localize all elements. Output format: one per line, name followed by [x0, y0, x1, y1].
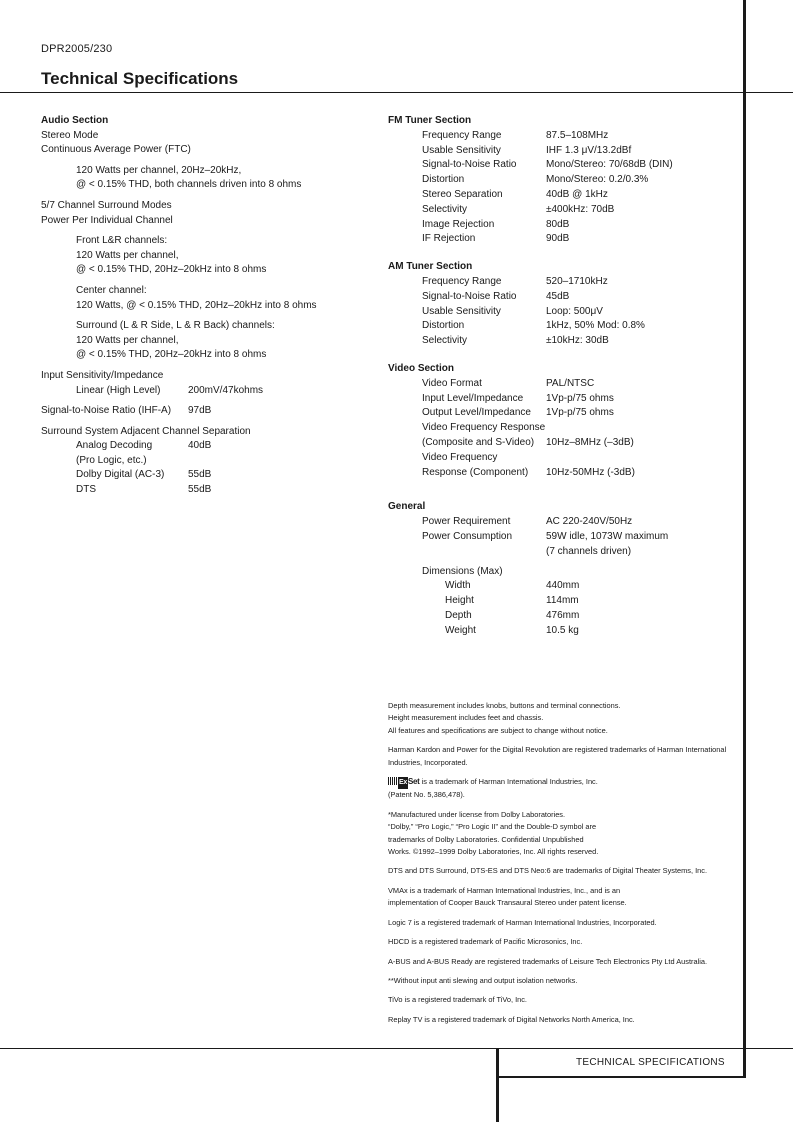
spec-row	[388, 609, 740, 624]
spec-label: Distortion	[422, 174, 465, 186]
spec-label: Surround System Adjacent Channel Separation	[41, 425, 251, 437]
spec-row	[388, 466, 740, 481]
section-heading: General	[388, 501, 426, 513]
spec-value: 87.5–108MHz	[546, 129, 609, 141]
footnote: Replay TV is a registered trademark of Digital Networks North America, Inc.	[388, 1014, 635, 1024]
spec-row	[388, 158, 740, 173]
spec-label: 5/7 Channel Surround Modes	[41, 199, 172, 211]
spec-row	[41, 384, 361, 399]
spec-label: Selectivity	[422, 203, 468, 215]
footnote: HDCD is a registered trademark of Pacific Microsonics, Inc.	[388, 937, 583, 947]
spec-label: Selectivity	[422, 335, 468, 347]
footnotes	[388, 700, 740, 1033]
footnote: VMAx is a trademark of Harman International Industries, Inc., and is an implementation of Cooper Bauck Transaural Stereo under patent license.	[388, 885, 627, 908]
spec-label: DTS	[76, 484, 96, 496]
spec-label: Height	[445, 595, 474, 607]
dimensions-list	[388, 579, 740, 638]
spec-value: 120 Watts, @ < 0.15% THD, 20Hz–20kHz into 8 ohms	[76, 299, 317, 311]
spec-sublabel: Front L&R channels:	[76, 235, 168, 247]
footnote: *Manufactured under license from Dolby Laboratories. “Dolby,” “Pro Logic,” “Pro Logic II” and the Double-D symbol are trademarks of Dolby Laboratories. Confidential Unpublished Works. ©1992–1999 Dolby Laboratories, Inc. All rights reserved.	[388, 809, 599, 857]
section-heading: Video Section	[388, 362, 454, 374]
footer-tab-bottom-rule	[496, 1076, 746, 1078]
spec-value: 40dB	[188, 440, 212, 452]
spec-label: Signal-to-Noise Ratio	[422, 290, 517, 302]
spec-sublabel: Surround (L & R Side, L & R Back) channels:	[76, 320, 275, 332]
spec-row	[388, 129, 740, 144]
spec-label: Power Requirement	[422, 516, 511, 528]
spec-value: 45dB	[546, 290, 570, 302]
section-heading: AM Tuner Section	[388, 261, 473, 273]
spec-label: Frequency Range	[422, 129, 502, 141]
spec-value: 120 Watts per channel,	[76, 334, 179, 346]
footnote: Logic 7 is a registered trademark of Harman International Industries, Incorporated.	[388, 917, 657, 927]
spec-value: @ < 0.15% THD, both channels driven into 8 ohms	[76, 179, 302, 191]
spec-value: AC 220-240V/50Hz	[546, 516, 633, 528]
footer-rule	[0, 1048, 793, 1049]
spec-label: Stereo Mode	[41, 129, 99, 141]
spec-value: @ < 0.15% THD, 20Hz–20kHz into 8 ohms	[76, 264, 267, 276]
spec-label: Usable Sensitivity	[422, 305, 501, 317]
spec-row	[41, 404, 361, 419]
spec-value: 120 Watts per channel,	[76, 249, 179, 261]
spec-value: PAL/NTSC	[546, 377, 595, 389]
spec-value: 59W idle, 1073W maximum	[546, 530, 669, 542]
spec-value: 10.5 kg	[546, 624, 579, 636]
spec-label: Dimensions (Max)	[422, 565, 503, 577]
spec-value: 440mm	[546, 580, 580, 592]
spec-row	[388, 203, 740, 218]
section-heading: Audio Section	[41, 115, 109, 126]
spec-row	[388, 218, 740, 233]
spec-value: 55dB	[188, 484, 212, 496]
spec-value: 10Hz-50MHz (-3dB)	[546, 466, 635, 478]
spec-value: (7 channels driven)	[546, 545, 632, 557]
spec-label: Input Level/Impedance	[422, 392, 524, 404]
spec-value: 40dB @ 1kHz	[546, 188, 608, 200]
spec-value: @ < 0.15% THD, 20Hz–20kHz into 8 ohms	[76, 349, 267, 361]
model-number: DPR2005/230	[41, 43, 113, 55]
spec-value: ±10kHz: 30dB	[546, 335, 609, 347]
spec-label: Continuous Average Power (FTC)	[41, 144, 191, 156]
spec-row	[388, 232, 740, 247]
spec-value: 55dB	[188, 469, 212, 481]
exset-bars-icon	[388, 777, 397, 785]
spec-label: Signal-to-Noise Ratio (IHF-A)	[41, 405, 172, 417]
spec-value: IHF 1.3 μV/13.2dBf	[546, 144, 632, 156]
spec-label: Width	[445, 580, 471, 592]
spec-label: Stereo Separation	[422, 188, 503, 200]
spec-label: Video Format	[422, 377, 482, 389]
spec-label: Depth	[445, 609, 472, 621]
spec-label: Signal-to-Noise Ratio	[422, 159, 517, 171]
footer-tab-left-rule	[496, 1049, 499, 1122]
spec-row	[41, 483, 361, 498]
spec-row	[41, 468, 361, 483]
footnote: ExSet is a trademark of Harman International Industries, Inc. (Patent No. 5,386,478).	[388, 777, 598, 800]
spec-row	[388, 334, 740, 349]
right-spec-column	[388, 114, 740, 639]
spec-value: 10Hz–8MHz (–3dB)	[546, 436, 634, 448]
header-rule	[0, 92, 793, 93]
spec-label: Distortion	[422, 320, 465, 332]
exset-logo: ExSet	[388, 776, 420, 789]
spec-sublabel: Center channel:	[76, 284, 147, 296]
spec-value: 90dB	[546, 233, 570, 245]
footnote: **Without input anti slewing and output isolation networks.	[388, 975, 578, 985]
footnote: Depth measurement includes knobs, buttons and terminal connections. Height measurement includes feet and chassis. All features and specifications are subject to change without notice.	[388, 701, 621, 735]
spec-row	[388, 436, 740, 451]
section-heading: FM Tuner Section	[388, 115, 472, 126]
spec-label: Response (Component)	[422, 466, 529, 478]
spec-label: Frequency Range	[422, 275, 502, 287]
spec-row	[388, 144, 740, 159]
spec-label: Weight	[445, 624, 476, 636]
spec-row	[41, 439, 361, 454]
spec-value: 1Vp-p/75 ohms	[546, 392, 614, 404]
footnote: DTS and DTS Surround, DTS-ES and DTS Neo:6 are trademarks of Digital Theater Systems, Inc.	[388, 866, 708, 876]
spec-label: Power Consumption	[422, 530, 513, 542]
spec-row	[388, 579, 740, 594]
spec-label: (Composite and S-Video)	[422, 436, 535, 448]
spec-value: 1kHz, 50% Mod: 0.8%	[546, 320, 645, 332]
page-title: Technical Specifications	[41, 69, 239, 88]
am-spec-list	[388, 275, 740, 349]
spec-value: Loop: 500μV	[546, 305, 603, 317]
spec-value: 80dB	[546, 218, 570, 230]
spec-row	[388, 624, 740, 639]
spec-value: 476mm	[546, 609, 580, 621]
spec-row	[388, 275, 740, 290]
spec-value: 120 Watts per channel, 20Hz–20kHz,	[76, 164, 242, 176]
spec-value: 200mV/47kohms	[188, 384, 264, 396]
spec-row	[388, 377, 740, 392]
footnote: TiVo is a registered trademark of TiVo, Inc.	[388, 995, 527, 1005]
spec-label: Dolby Digital (AC-3)	[76, 469, 165, 481]
spec-row	[388, 392, 740, 407]
spec-label: Linear (High Level)	[76, 384, 161, 396]
spec-value: 97dB	[188, 405, 212, 417]
spec-row	[388, 545, 740, 560]
spec-label: Analog Decoding	[76, 440, 153, 452]
spec-label: Video Frequency	[422, 451, 498, 463]
spec-label: Power Per Individual Channel	[41, 214, 173, 226]
spec-label: Output Level/Impedance	[422, 407, 531, 419]
spec-row	[388, 594, 740, 609]
spec-label: Video Frequency Response	[422, 422, 546, 434]
audio-section	[41, 114, 361, 498]
spec-value: ±400kHz: 70dB	[546, 203, 615, 215]
spec-row	[388, 290, 740, 305]
spec-row	[388, 319, 740, 334]
spec-value: 1Vp-p/75 ohms	[546, 407, 614, 419]
fm-spec-list	[388, 129, 740, 247]
spec-label: Image Rejection	[422, 218, 495, 230]
footnote: Harman Kardon and Power for the Digital Revolution are registered trademarks of Harman International Industries, Incorporated.	[388, 745, 727, 767]
spec-label: IF Rejection	[422, 233, 476, 245]
spec-label: (Pro Logic, etc.)	[76, 454, 147, 466]
spec-value: 114mm	[546, 595, 579, 607]
spec-value: 520–1710kHz	[546, 275, 608, 287]
footer-section-label: TECHNICAL SPECIFICATIONS	[576, 1057, 725, 1068]
spec-value: Mono/Stereo: 0.2/0.3%	[546, 174, 649, 186]
spec-row	[388, 305, 740, 320]
spec-row	[388, 530, 740, 545]
spec-value: Mono/Stereo: 70/68dB (DIN)	[546, 159, 673, 171]
spec-row	[388, 515, 740, 530]
spec-row	[388, 188, 740, 203]
spec-row	[388, 406, 740, 421]
spec-label: Input Sensitivity/Impedance	[41, 369, 164, 381]
footnote: A-BUS and A-BUS Ready are registered trademarks of Leisure Tech Electronics Pty Ltd Australia.	[388, 956, 708, 966]
page-right-rule	[743, 0, 746, 1078]
spec-row	[388, 173, 740, 188]
spec-label: Usable Sensitivity	[422, 144, 501, 156]
